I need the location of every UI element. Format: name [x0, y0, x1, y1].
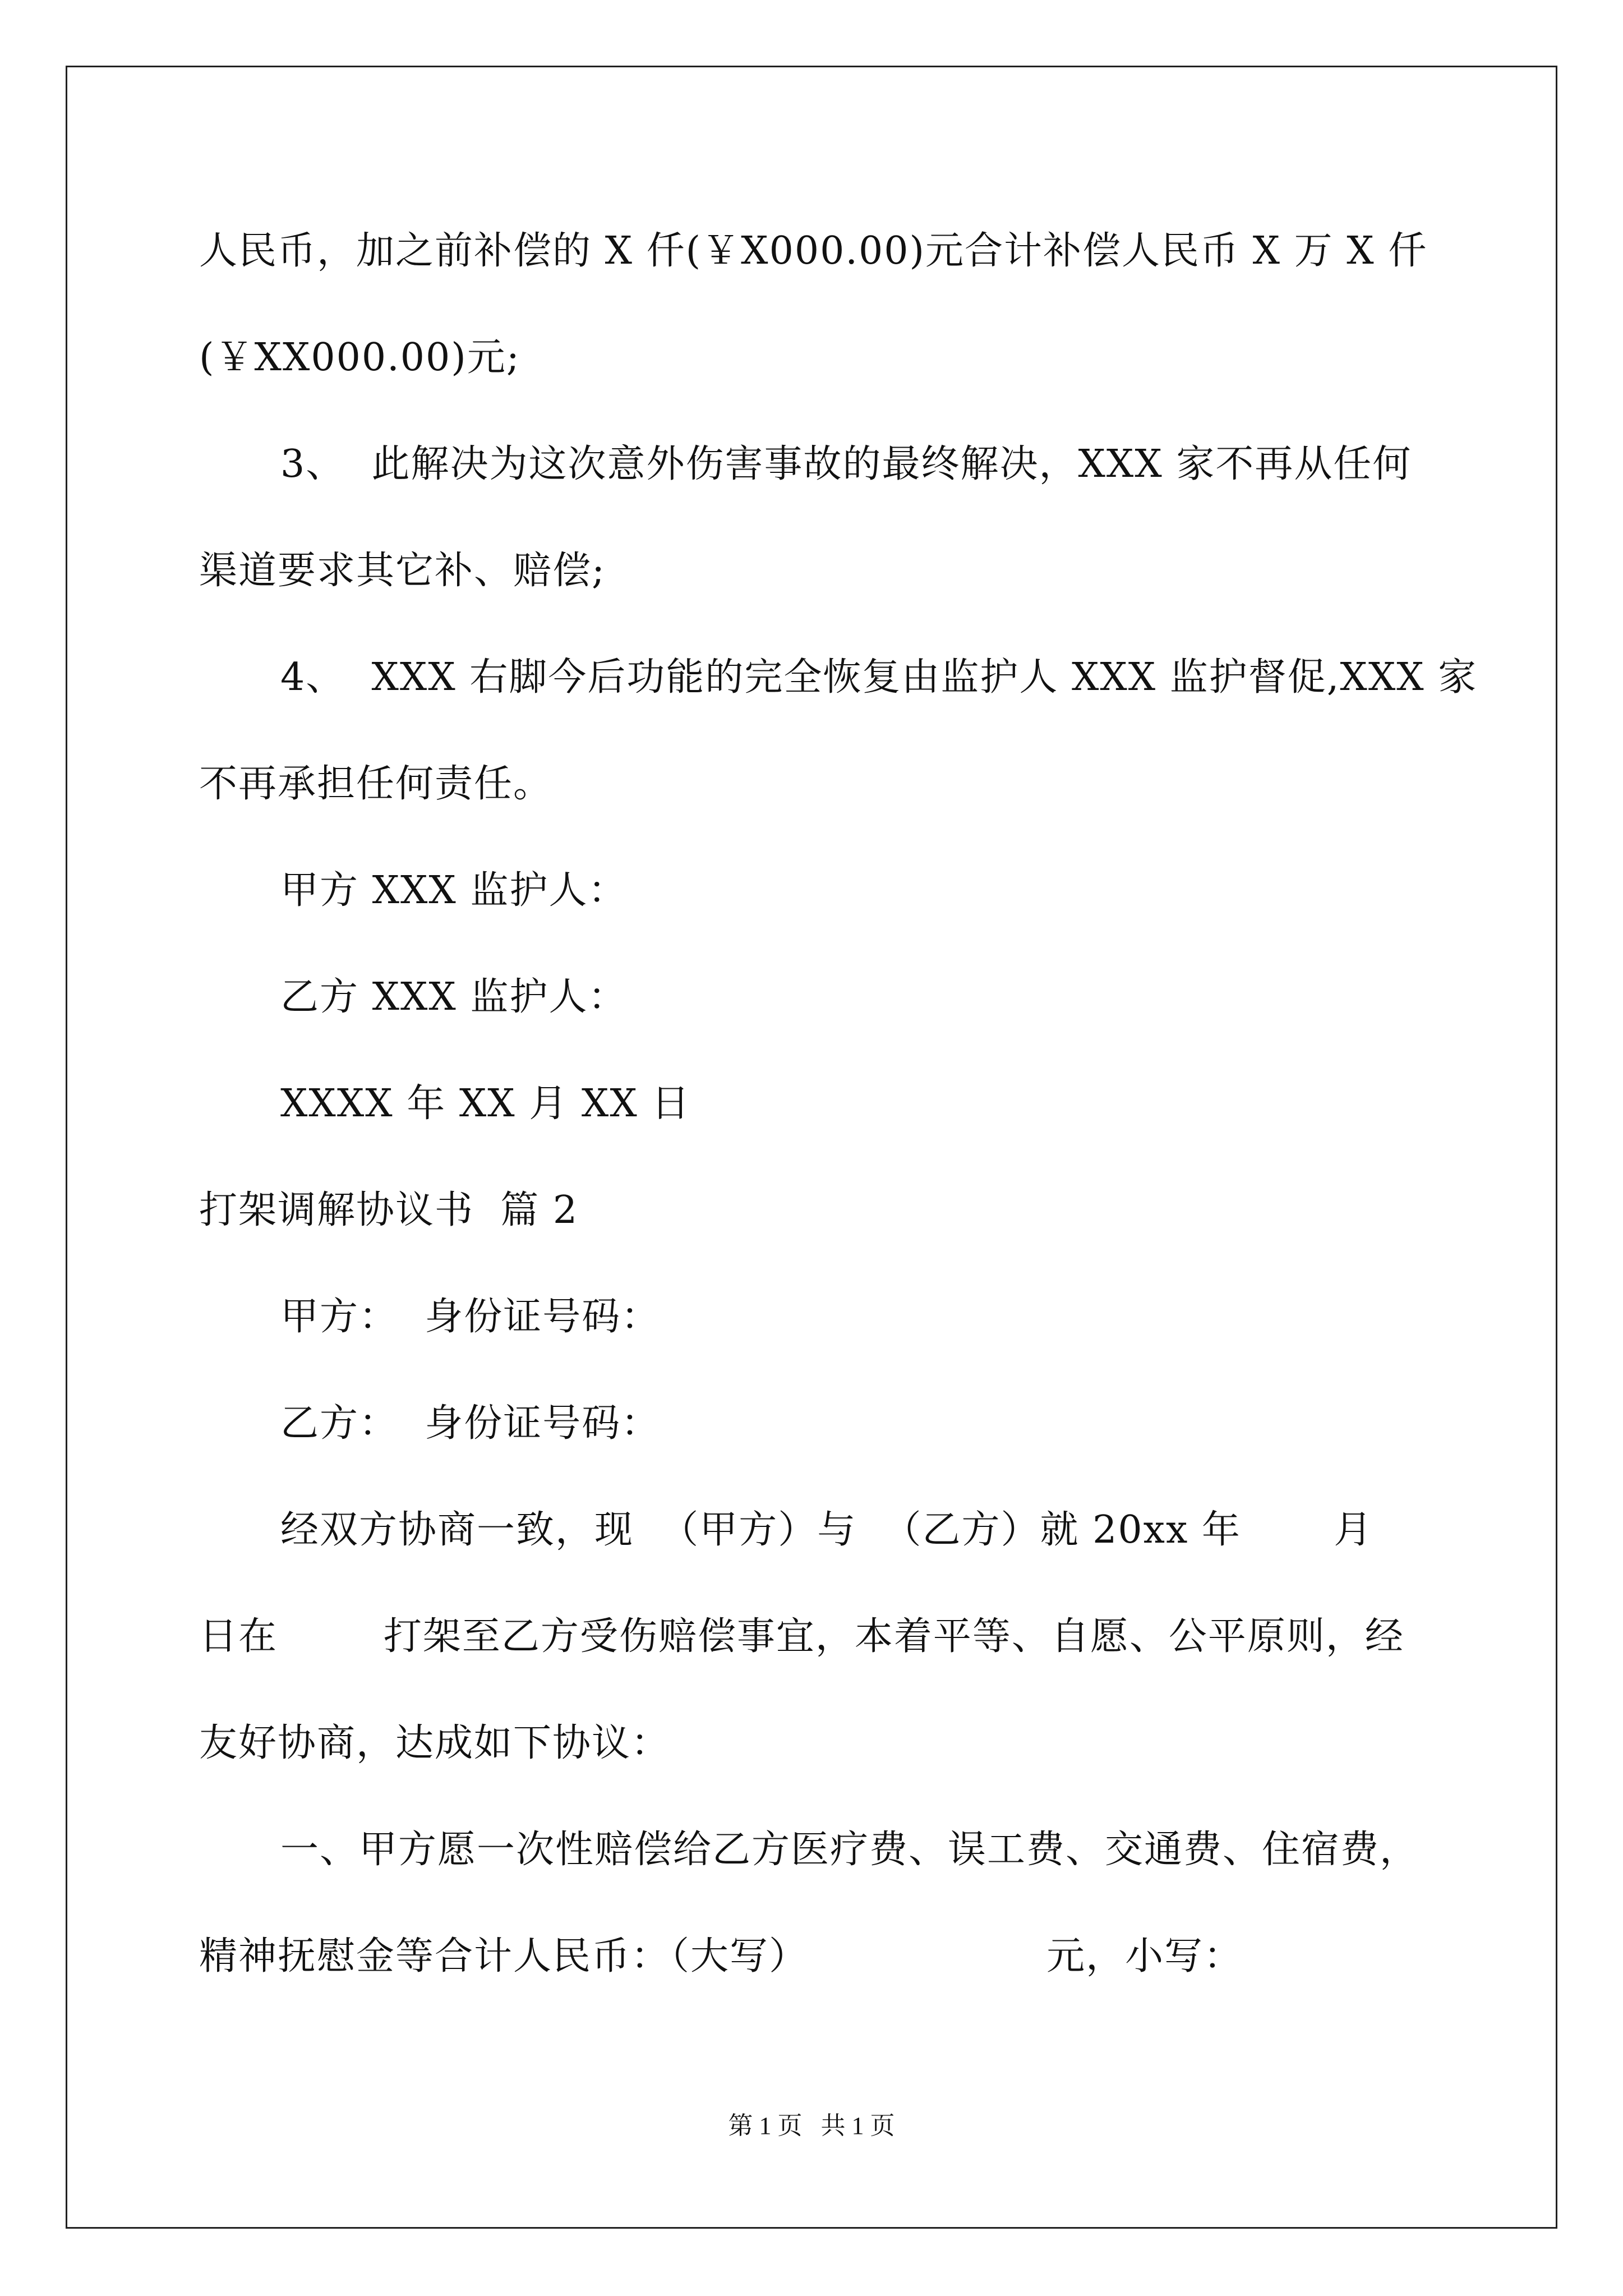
section-heading: 打架调解协议书 篇 2	[199, 1188, 579, 1232]
page-border	[66, 66, 1557, 2229]
text-line: 4、 XXX 右脚今后功能的完全恢复由监护人 XXX 监护督促,XXX 家	[280, 655, 1478, 700]
text-line: 人民币，加之前补偿的 X 仟(￥X000.00)元合计补偿人民币 X 万 X 仟	[199, 229, 1428, 273]
page-footer: 第 1 页 共 1 页	[728, 2112, 895, 2139]
text-line: 友好协商，达成如下协议：	[199, 1721, 671, 1765]
text-line: 精神抚慰金等合计人民币：（大写） 元，小写：	[199, 1934, 1243, 1978]
text-line: 渠道要求其它补、赔偿;	[199, 549, 606, 593]
text-line: 一、甲方愿一次性赔偿给乙方医疗费、误工费、交通费、住宿费，	[280, 1828, 1419, 1872]
text-line: 不再承担任何责任。	[199, 762, 553, 806]
text-line: (￥XX000.00)元;	[199, 335, 520, 380]
signature-line-party-a: 甲方 XXX 监护人：	[280, 868, 628, 913]
text-line: 3、 此解决为这次意外伤害事故的最终解决，XXX 家不再从任何	[280, 442, 1412, 486]
party-a-id-line: 甲方： 身份证号码：	[280, 1295, 661, 1339]
party-b-id-line: 乙方： 身份证号码：	[280, 1401, 661, 1446]
date-line: XXXX 年 XX 月 XX 日	[280, 1082, 691, 1126]
text-line: 日在 打架至乙方受伤赔偿事宜，本着平等、自愿、公平原则，经	[199, 1614, 1404, 1659]
signature-line-party-b: 乙方 XXX 监护人：	[280, 975, 628, 1019]
text-line: 经双方协商一致，现 （甲方）与 （乙方）就 20xx 年 月	[280, 1508, 1373, 1552]
